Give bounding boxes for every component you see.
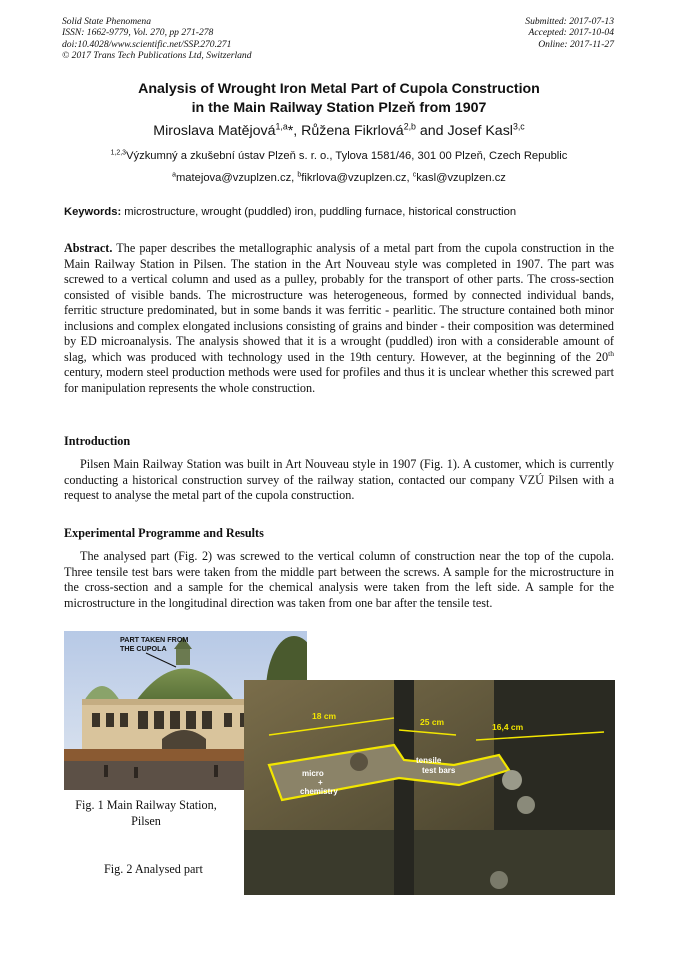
affiliation [40, 150, 638, 162]
email-list [40, 172, 638, 184]
email-b-sup: b [297, 171, 302, 179]
label-micro: micro [302, 769, 324, 778]
abstract-sup: th [608, 348, 614, 358]
keywords [64, 206, 624, 218]
section-heading-experimental: Experimental Programme and Results [64, 526, 264, 540]
abstract-text: The paper describes the metallographic analysis of a metal part from the cupola construction in the Main Railway Station in Pilsen. The station in the Art Nouveau style was completed in 1907. The part was screwed to a vertical column and used as a pulley, probably for the transport of other parts. The cross-section consisted of visible bands. The microstructure was heterogeneous, formed by connected individual bands, ferritic structure predominated, but in some bands it was ferritic - pearlitic. The structure contained both minor inclusions and complex elongated inclusions consisting of grains and binder - their composition was determined by ED microanalysis. The analysis showed that it is a wrought (puddled) iron with a considerable amount of slag, which was produced with technology used in the 19th century. However, at the beginning of the 20 [64, 241, 614, 364]
experimental-paragraph: The analysed part (Fig. 2) was screwed to the vertical column of construction near the top of the cupola. Three tensile test bars were taken from the middle part between the screws. A sample for the microstructure in the cross-section and a sample for the chemical analysis were taken from the left side. A sample for the microstructure in the longitudinal direction was taken from one bar after the tensile test. [64, 549, 614, 610]
abstract [64, 241, 614, 396]
email-c-sup: c [412, 171, 417, 179]
label-18cm: 18 cm [312, 711, 337, 721]
copyright-line: © 2017 Trans Tech Publications Ltd, Switzerland [62, 49, 252, 61]
keywords-text: microstructure, wrought (puddled) iron, puddling furnace, historical construction [121, 206, 517, 218]
section-heading-introduction: Introduction [64, 434, 131, 448]
annotation-line-2: THE CUPOLA [120, 644, 167, 653]
author-3-sup: 3,c [512, 121, 525, 132]
title-line-1: Analysis of Wrought Iron Metal Part of Cupola Construction [138, 81, 540, 97]
caption-1-line-2: Pilsen [131, 813, 161, 828]
author-separator: , [293, 123, 302, 139]
lantern [176, 649, 190, 665]
accepted-date: Accepted: 2017-10-04 [528, 27, 614, 39]
label-25cm: 25 cm [420, 717, 445, 727]
abstract-label: Abstract. [64, 241, 113, 255]
label-test-bars: test bars [422, 766, 456, 775]
introduction-paragraph: Pilsen Main Railway Station was built in Art Nouveau style in 1907 (Fig. 1). A customer, which is currently conducting a historical construction survey of the railway station, contacted our company VZÚ Pilsen with a request to analyse the metal part of the cupola construction. [64, 457, 614, 502]
label-tensile: tensile [416, 756, 442, 765]
author-list [40, 123, 638, 139]
journal-name: Solid State Phenomena [62, 16, 151, 27]
affiliation-text: Výzkumný a zkušební ústav Plzeň s. r. o., Tylova 1581/46, 301 00 Plzeň, Czech Republic [126, 150, 568, 162]
label-164cm: 16,4 cm [492, 722, 524, 732]
doi-line: doi:10.4028/www.scientific.net/SSP.270.271 [62, 38, 232, 50]
figure-2-caption: Fig. 2 Analysed part [104, 862, 203, 876]
label-plus: + [318, 778, 323, 787]
email-a-sup: a [172, 171, 176, 179]
author-3: Josef Kasl [447, 123, 513, 139]
author-2: Růžena Fikrlová [301, 123, 404, 139]
author-1: Miroslava Matějová [153, 123, 276, 139]
bolt [490, 871, 508, 889]
corresponding-mark: * [287, 123, 294, 139]
abstract-text-end: century, modern steel production methods were used for profiles and thus it is unclear whether this screwed part for manipulation represents the whole construction. [64, 365, 614, 395]
email-c[interactable]: kasl@vzuplzen.cz [416, 172, 506, 184]
paper-title [40, 80, 638, 118]
keywords-label: Keywords: [64, 206, 122, 218]
affiliation-sup: 1,2,3 [110, 149, 127, 157]
issn-line: ISSN: 1662-9779, Vol. 270, pp 271-278 [62, 27, 214, 39]
online-date: Online: 2017-11-27 [538, 38, 614, 50]
column-edge [394, 680, 414, 895]
email-a[interactable]: matejova@vzuplzen.cz, [175, 172, 298, 184]
bolt [350, 753, 368, 771]
author-2-sup: 2,b [403, 121, 416, 132]
bolt [517, 796, 535, 814]
figure-2-part-photo [244, 680, 615, 895]
caption-1-line-1: Fig. 1 Main Railway Station, [75, 798, 217, 812]
header-right [354, 16, 614, 50]
annotation-line-1: PART TAKEN FROM [120, 635, 189, 644]
lower-area [244, 830, 615, 895]
email-b[interactable]: fikrlova@vzuplzen.cz, [301, 172, 413, 184]
bolt [502, 770, 522, 790]
author-separator: and [415, 123, 448, 139]
submitted-date: Submitted: 2017-07-13 [525, 16, 614, 27]
title-line-2: in the Main Railway Station Plzeň from 1907 [191, 100, 487, 116]
author-1-sup: 1,a [275, 121, 288, 132]
label-chemistry: chemistry [300, 787, 338, 796]
part-photo-svg [244, 680, 615, 895]
header-left [62, 16, 382, 61]
figure-1-caption [58, 798, 234, 829]
